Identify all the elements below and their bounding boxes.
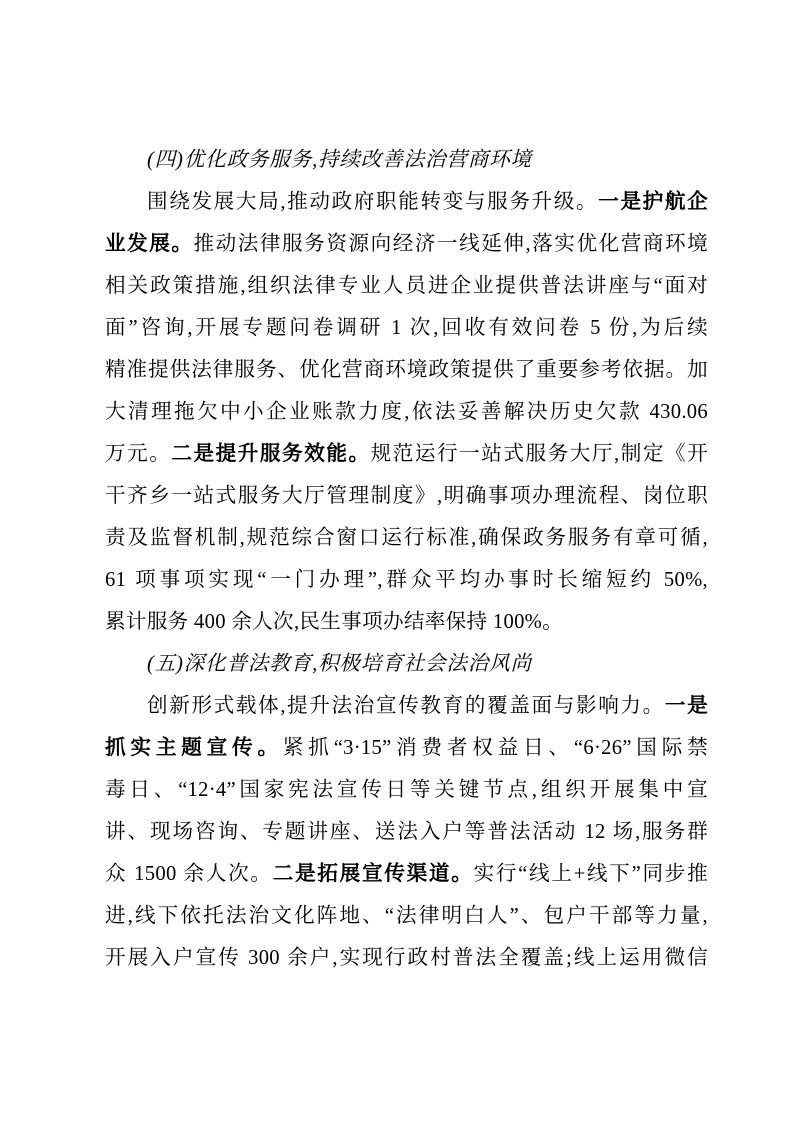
- text-line: [105, 895, 708, 937]
- text-run: 面”咨询,开展专题问卷调研 1 次,回收有效问卷 5 份,为后续: [105, 317, 708, 339]
- text-line: [105, 391, 708, 433]
- text-run: 大清理拖欠中小企业账款力度,依法妥善解决历史欠款 430.06: [105, 401, 708, 423]
- text-line: [105, 307, 708, 349]
- text-run: 紧抓“3·15”消费者权益日、“6·26”国际禁: [282, 737, 708, 759]
- text-line: [105, 475, 708, 517]
- text-line: [105, 937, 708, 979]
- section-heading: [105, 643, 708, 685]
- text-line: [105, 349, 708, 391]
- text-run: 规范运行一站式服务大厅,制定《开: [370, 443, 709, 465]
- text-run: 干齐乡一站式服务大厅管理制度》,明确事项办理流程、岗位职: [105, 485, 708, 507]
- bold-text-run: 抓实主题宣传。: [105, 737, 283, 759]
- bold-text-run: 二是提升服务效能。: [171, 443, 371, 465]
- text-run: 创新形式载体,提升法治宣传教育的覆盖面与影响力。: [147, 695, 665, 717]
- text-run: 精准提供法律服务、优化营商环境政策提供了重要参考依据。加: [105, 359, 708, 381]
- text-run: (四)优化政务服务,持续改善法治营商环境: [147, 149, 532, 171]
- text-line: [105, 853, 708, 895]
- bold-text-run: 二是拓展宣传渠道。: [272, 863, 474, 885]
- text-run: 进,线下依托法治文化阵地、“法律明白人”、包户干部等力量,: [105, 905, 708, 927]
- text-run: 累计服务 400 余人次,民生事项办结率保持 100%。: [105, 611, 564, 633]
- text-line: [105, 433, 708, 475]
- text-line: [105, 601, 708, 643]
- text-line: [105, 181, 708, 223]
- text-line: [105, 769, 708, 811]
- bold-text-run: 业发展。: [105, 233, 194, 255]
- text-run: (五)深化普法教育,积极培育社会法治风尚: [147, 653, 532, 675]
- text-run: 万元。: [105, 443, 172, 465]
- text-line: [105, 517, 708, 559]
- text-run: 开展入户宣传 300 余户,实现行政村普法全覆盖;线上运用微信: [105, 947, 708, 969]
- text-line: [105, 811, 708, 853]
- text-line: [105, 559, 708, 601]
- section-heading: [105, 139, 708, 181]
- text-line: [105, 685, 708, 727]
- text-block: [105, 139, 708, 979]
- text-run: 责及监督机制,规范综合窗口运行标准,确保政务服务有章可循,: [105, 527, 708, 549]
- bold-text-run: 一是护航企: [598, 191, 708, 213]
- text-run: 实行“线上+线下”同步推: [473, 863, 708, 885]
- text-run: 61 项事项实现“一门办理”,群众平均办事时长缩短约 50%,: [105, 569, 708, 591]
- text-run: 围绕发展大局,推动政府职能转变与服务升级。: [147, 191, 599, 213]
- text-run: 毒日、“12·4”国家宪法宣传日等关键节点,组织开展集中宣: [105, 779, 708, 801]
- text-line: [105, 727, 708, 769]
- text-line: [105, 223, 708, 265]
- text-run: 讲、现场咨询、专题讲座、送法入户等普法活动 12 场,服务群: [105, 821, 708, 843]
- text-run: 众 1500 余人次。: [105, 863, 273, 885]
- text-run: 相关政策措施,组织法律专业人员进企业提供普法讲座与“面对: [105, 275, 708, 297]
- text-line: [105, 265, 708, 307]
- bold-text-run: 一是: [664, 695, 708, 717]
- text-run: 推动法律服务资源向经济一线延伸,落实优化营商环境: [193, 233, 708, 255]
